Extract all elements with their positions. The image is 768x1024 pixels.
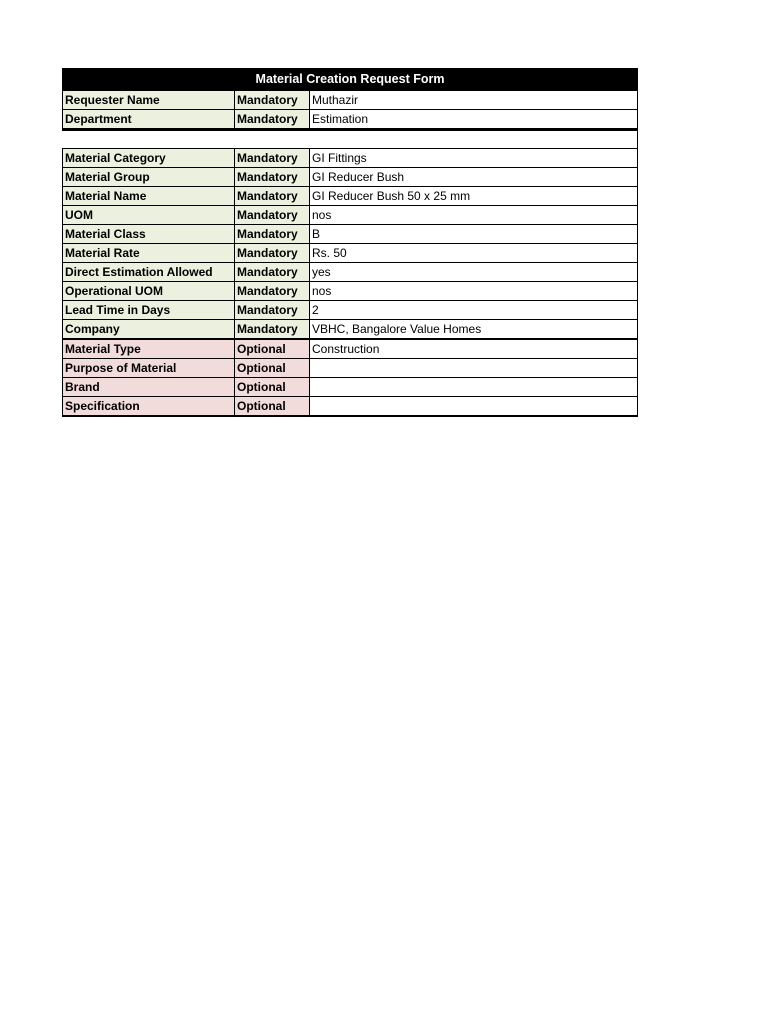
field-label: Direct Estimation Allowed bbox=[63, 263, 235, 282]
field-value[interactable]: B bbox=[310, 225, 638, 244]
form-row-department bbox=[63, 110, 638, 129]
requirement-tag: Mandatory bbox=[235, 263, 310, 282]
requester-table bbox=[62, 90, 638, 129]
field-label: Company bbox=[63, 320, 235, 340]
form-row-company bbox=[63, 320, 638, 340]
form-row-direct-estimation-allowed bbox=[63, 263, 638, 282]
field-value[interactable]: yes bbox=[310, 263, 638, 282]
field-value[interactable]: nos bbox=[310, 206, 638, 225]
field-label: Brand bbox=[63, 378, 235, 397]
field-value[interactable]: nos bbox=[310, 282, 638, 301]
field-value[interactable]: GI Fittings bbox=[310, 149, 638, 168]
field-label: Material Group bbox=[63, 168, 235, 187]
requirement-tag: Mandatory bbox=[235, 149, 310, 168]
field-value[interactable]: GI Reducer Bush bbox=[310, 168, 638, 187]
form-row-uom bbox=[63, 206, 638, 225]
field-value[interactable] bbox=[310, 359, 638, 378]
field-label: Purpose of Material bbox=[63, 359, 235, 378]
field-value[interactable]: VBHC, Bangalore Value Homes bbox=[310, 320, 638, 340]
requirement-tag: Mandatory bbox=[235, 110, 310, 129]
requirement-tag: Mandatory bbox=[235, 225, 310, 244]
requirement-tag: Mandatory bbox=[235, 301, 310, 320]
material-table bbox=[62, 148, 638, 417]
field-value[interactable] bbox=[310, 397, 638, 417]
requirement-tag: Optional bbox=[235, 397, 310, 417]
material-request-form bbox=[62, 68, 638, 417]
field-label: Requester Name bbox=[63, 91, 235, 110]
form-row-purpose-of-material bbox=[63, 359, 638, 378]
field-label: Operational UOM bbox=[63, 282, 235, 301]
field-value[interactable]: 2 bbox=[310, 301, 638, 320]
form-row-material-category bbox=[63, 149, 638, 168]
field-label: Material Rate bbox=[63, 244, 235, 263]
field-label: Material Class bbox=[63, 225, 235, 244]
requirement-tag: Optional bbox=[235, 359, 310, 378]
field-label: UOM bbox=[63, 206, 235, 225]
requirement-tag: Mandatory bbox=[235, 168, 310, 187]
field-value[interactable]: Construction bbox=[310, 339, 638, 359]
form-row-requester-name bbox=[63, 91, 638, 110]
form-title: Material Creation Request Form bbox=[62, 68, 638, 90]
field-label: Specification bbox=[63, 397, 235, 417]
form-row-material-name bbox=[63, 187, 638, 206]
requirement-tag: Optional bbox=[235, 378, 310, 397]
field-label: Department bbox=[63, 110, 235, 129]
form-row-operational-uom bbox=[63, 282, 638, 301]
field-value[interactable]: Muthazir bbox=[310, 91, 638, 110]
field-label: Material Category bbox=[63, 149, 235, 168]
form-row-material-group bbox=[63, 168, 638, 187]
field-value[interactable]: GI Reducer Bush 50 x 25 mm bbox=[310, 187, 638, 206]
field-value[interactable]: Rs. 50 bbox=[310, 244, 638, 263]
form-row-lead-time-in-days bbox=[63, 301, 638, 320]
form-row-material-type bbox=[63, 339, 638, 359]
field-value[interactable] bbox=[310, 378, 638, 397]
requirement-tag: Optional bbox=[235, 339, 310, 359]
requirement-tag: Mandatory bbox=[235, 187, 310, 206]
form-row-brand bbox=[63, 378, 638, 397]
form-row-material-rate bbox=[63, 244, 638, 263]
field-label: Lead Time in Days bbox=[63, 301, 235, 320]
section-spacer bbox=[62, 129, 638, 148]
field-value[interactable]: Estimation bbox=[310, 110, 638, 129]
form-row-material-class bbox=[63, 225, 638, 244]
requirement-tag: Mandatory bbox=[235, 91, 310, 110]
form-row-specification bbox=[63, 397, 638, 417]
requirement-tag: Mandatory bbox=[235, 282, 310, 301]
requirement-tag: Mandatory bbox=[235, 320, 310, 340]
field-label: Material Name bbox=[63, 187, 235, 206]
field-label: Material Type bbox=[63, 339, 235, 359]
requirement-tag: Mandatory bbox=[235, 244, 310, 263]
requirement-tag: Mandatory bbox=[235, 206, 310, 225]
